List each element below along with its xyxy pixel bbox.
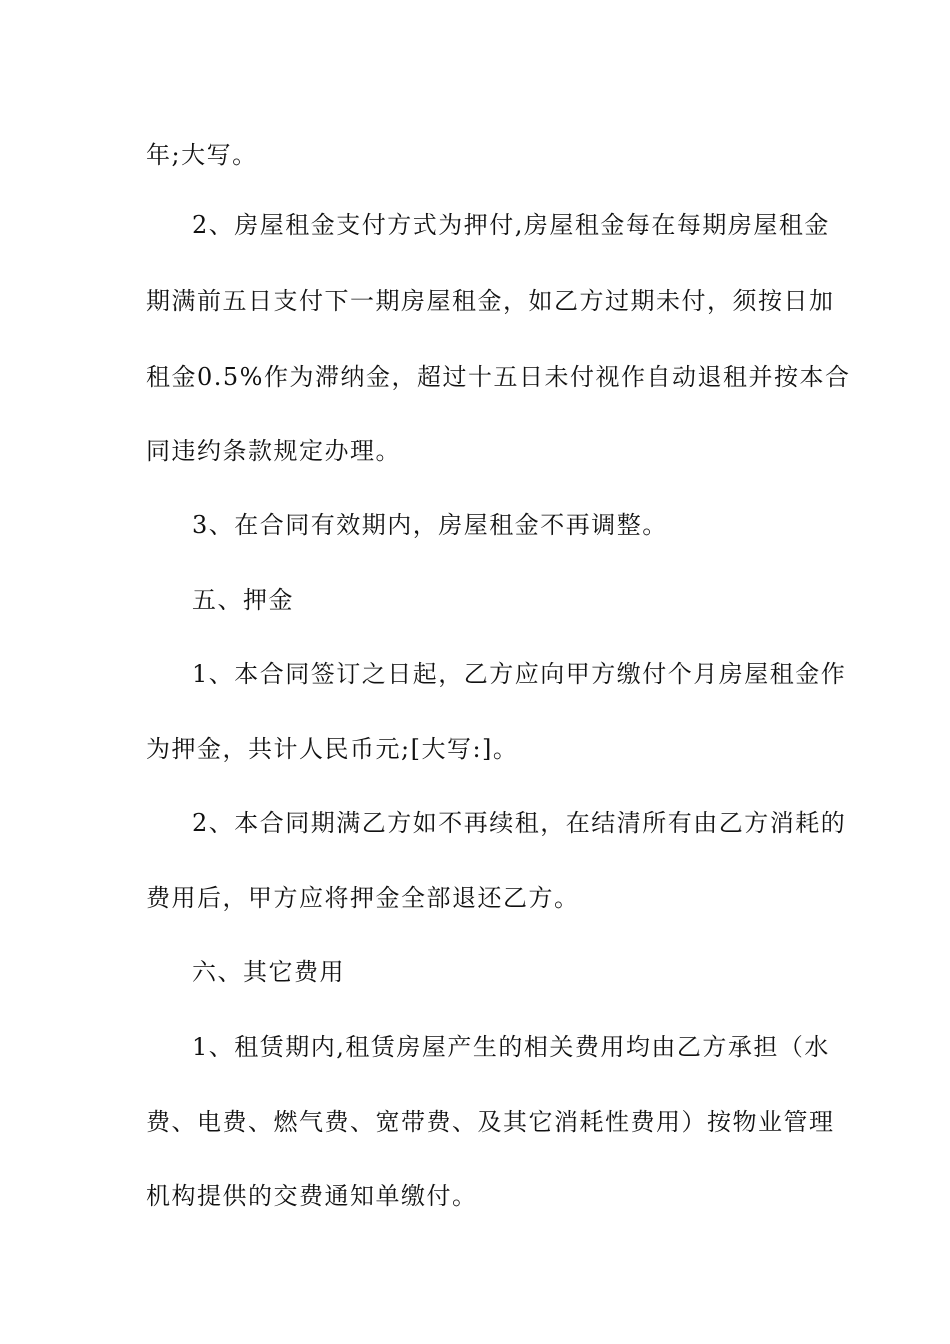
clause-5-2-line-2: 费用后，甲方应将押金全部退还乙方。 <box>146 884 580 912</box>
clause-5-1-line-2: 为押金，共计人民币元;[大写:]。 <box>146 735 519 763</box>
clause-5-1-line-1: 1、本合同签订之日起，乙方应向甲方缴付个月房屋租金作 <box>192 660 847 688</box>
text-line-continuation: 年;大写。 <box>146 141 258 169</box>
clause-6-1-line-2: 费、电费、燃气费、宽带费、及其它消耗性费用）按物业管理 <box>146 1108 835 1136</box>
section-heading-deposit: 五、押金 <box>192 586 294 614</box>
clause-4-2-line-1: 2、房屋租金支付方式为押付,房屋租金每在每期房屋租金 <box>192 211 830 239</box>
clause-6-1-line-1: 1、租赁期内,租赁房屋产生的相关费用均由乙方承担（水 <box>192 1033 830 1061</box>
section-heading-other-fees: 六、其它费用 <box>192 958 345 986</box>
clause-4-2-line-2: 期满前五日支付下一期房屋租金，如乙方过期未付，须按日加 <box>146 287 835 315</box>
clause-4-2-line-4: 同违约条款规定办理。 <box>146 437 401 465</box>
clause-5-2-line-1: 2、本合同期满乙方如不再续租，在结清所有由乙方消耗的 <box>192 809 847 837</box>
clause-4-2-line-3: 租金0.5%作为滞纳金，超过十五日未付视作自动退租并按本合 <box>146 363 851 391</box>
clause-6-1-line-3: 机构提供的交费通知单缴付。 <box>146 1182 478 1210</box>
clause-4-3: 3、在合同有效期内，房屋租金不再调整。 <box>192 511 668 539</box>
